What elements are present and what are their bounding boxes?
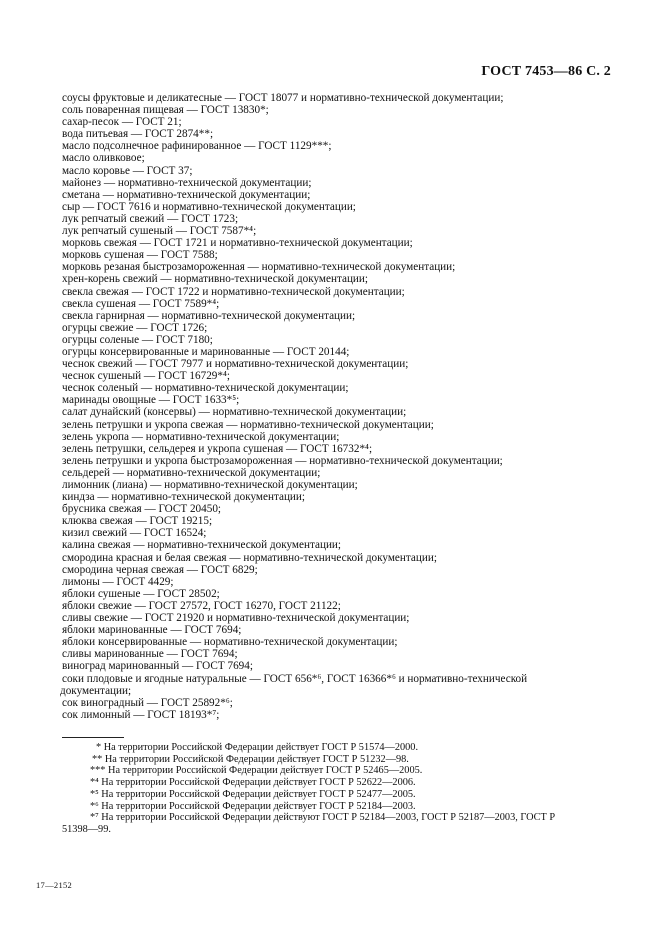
print-signature: 17—2152 <box>36 880 73 890</box>
list-item: масло подсолнечное рафинированное — ГОСТ 1129***; <box>62 140 332 153</box>
list-item-continuation: документации; <box>60 684 132 697</box>
list-item: сельдерей — нормативно-технической документации; <box>62 466 321 479</box>
footnote: * На территории Российской Федерации действует ГОСТ Р 51574—2000. <box>96 742 419 753</box>
footnote: *⁴ На территории Российской Федерации действует ГОСТ Р 52622—2006. <box>90 777 416 789</box>
list-item: лук репчатый сушеный — ГОСТ 7587*⁴; <box>62 225 257 238</box>
footnote: *⁷ На территории Российской Федерации действуют ГОСТ Р 52184—2003, ГОСТ Р 52187—2003, ГОСТ Р <box>90 812 556 824</box>
list-item: хрен-корень свежий — нормативно-технической документации; <box>62 273 369 286</box>
list-item: масло оливковое; <box>62 152 145 165</box>
list-item: маринады овощные — ГОСТ 1633*⁵; <box>62 394 240 407</box>
list-item: смородина красная и белая свежая — нормативно-технической документации; <box>62 551 437 564</box>
list-item: вода питьевая — ГОСТ 2874**; <box>62 128 214 141</box>
list-item: соки плодовые и ягодные натуральные — ГОСТ 656*⁶, ГОСТ 16366*⁶ и нормативно-технической <box>62 672 528 685</box>
list-item: лимонник (лиана) — нормативно-технической документации; <box>62 479 358 491</box>
list-item: сметана — нормативно-технической документации; <box>62 188 311 201</box>
list-item: свекла сушеная — ГОСТ 7589*⁴; <box>62 297 220 310</box>
list-item: клюква свежая — ГОСТ 19215; <box>62 515 213 528</box>
list-item: сливы свежие — ГОСТ 21920 и нормативно-технической документации; <box>62 612 410 625</box>
list-item: сыр — ГОСТ 7616 и нормативно-технической документации; <box>62 200 356 213</box>
footnote: *⁶ На территории Российской Федерации действует ГОСТ Р 52184—2003. <box>90 800 416 812</box>
list-item: огурцы консервированные и маринованные — ГОСТ 20144; <box>62 345 350 358</box>
list-item: огурцы свежие — ГОСТ 1726; <box>62 321 208 334</box>
ingredient-list <box>62 92 602 721</box>
list-item: сок лимонный — ГОСТ 18193*⁷; <box>62 708 220 721</box>
list-item: яблоки сушеные — ГОСТ 28502; <box>62 587 220 600</box>
list-item: брусника свежая — ГОСТ 20450; <box>62 503 222 516</box>
list-item: зелень укропа — нормативно-технической документации; <box>62 430 340 443</box>
list-item: майонез — нормативно-технической документации; <box>62 176 312 189</box>
list-item: зелень петрушки и укропа свежая — нормативно-технической документации; <box>62 418 434 431</box>
list-item: калина свежая — нормативно-технической документации; <box>62 539 342 552</box>
list-item: сахар-песок — ГОСТ 21; <box>62 116 182 129</box>
footnote-divider <box>62 737 124 738</box>
list-item: зелень петрушки и укропа быстрозамороженная — нормативно-технической документации; <box>62 454 503 467</box>
list-item: чеснок свежий — ГОСТ 7977 и нормативно-технической документации; <box>62 358 409 371</box>
footnote: *** На территории Российской Федерации действует ГОСТ Р 52465—2005. <box>90 765 423 777</box>
footnote: ** На территории Российской Федерации действует ГОСТ Р 51232—98. <box>92 753 409 765</box>
list-item: лук репчатый свежий — ГОСТ 1723; <box>62 212 239 225</box>
list-item: яблоки свежие — ГОСТ 27572, ГОСТ 16270, ГОСТ 21122; <box>62 599 341 612</box>
list-item: киндза — нормативно-технической документации; <box>62 491 306 504</box>
list-item: огурцы соленые — ГОСТ 7180; <box>62 333 213 346</box>
list-item: свекла гарнирная — нормативно-технической документации; <box>62 309 356 322</box>
list-item: лимоны — ГОСТ 4429; <box>62 575 174 588</box>
list-item: салат дунайский (консервы) — нормативно-технической документации; <box>62 406 407 419</box>
list-item: виноград маринованный — ГОСТ 7694; <box>62 660 253 673</box>
list-item: чеснок сушеный — ГОСТ 16729*⁴; <box>62 370 230 383</box>
list-item: кизил свежий — ГОСТ 16524; <box>62 527 207 540</box>
list-item: масло коровье — ГОСТ 37; <box>62 164 193 177</box>
list-item: смородина черная свежая — ГОСТ 6829; <box>62 563 258 576</box>
list-item: зелень петрушки, сельдерея и укропа сушеная — ГОСТ 16732*⁴; <box>62 442 373 455</box>
list-item: яблоки консервированные — нормативно-технической документации; <box>62 636 398 649</box>
list-item: соль поваренная пищевая — ГОСТ 13830*; <box>62 104 269 117</box>
list-item: яблоки маринованные — ГОСТ 7694; <box>62 624 242 637</box>
list-item: сливы маринованные — ГОСТ 7694; <box>62 648 238 661</box>
footnote: *⁵ На территории Российской Федерации действует ГОСТ Р 52477—2005. <box>90 788 416 800</box>
footnote-continuation: 51398—99. <box>62 823 111 835</box>
list-item: чеснок соленый — нормативно-технической документации; <box>62 382 349 395</box>
list-item: морковь резаная быстрозамороженная — нормативно-технической документации; <box>62 261 456 274</box>
list-item: морковь сушеная — ГОСТ 7588; <box>62 249 218 262</box>
list-item: морковь свежая — ГОСТ 1721 и нормативно-технической документации; <box>62 237 413 250</box>
list-item: сок виноградный — ГОСТ 25892*⁶; <box>62 696 233 709</box>
list-item: соусы фруктовые и деликатесные — ГОСТ 18077 и нормативно-технической документации; <box>62 92 504 104</box>
footnotes <box>62 742 602 836</box>
page-header: ГОСТ 7453—86 С. 2 <box>481 64 611 79</box>
list-item: свекла свежая — ГОСТ 1722 и нормативно-технической документации; <box>62 285 405 298</box>
